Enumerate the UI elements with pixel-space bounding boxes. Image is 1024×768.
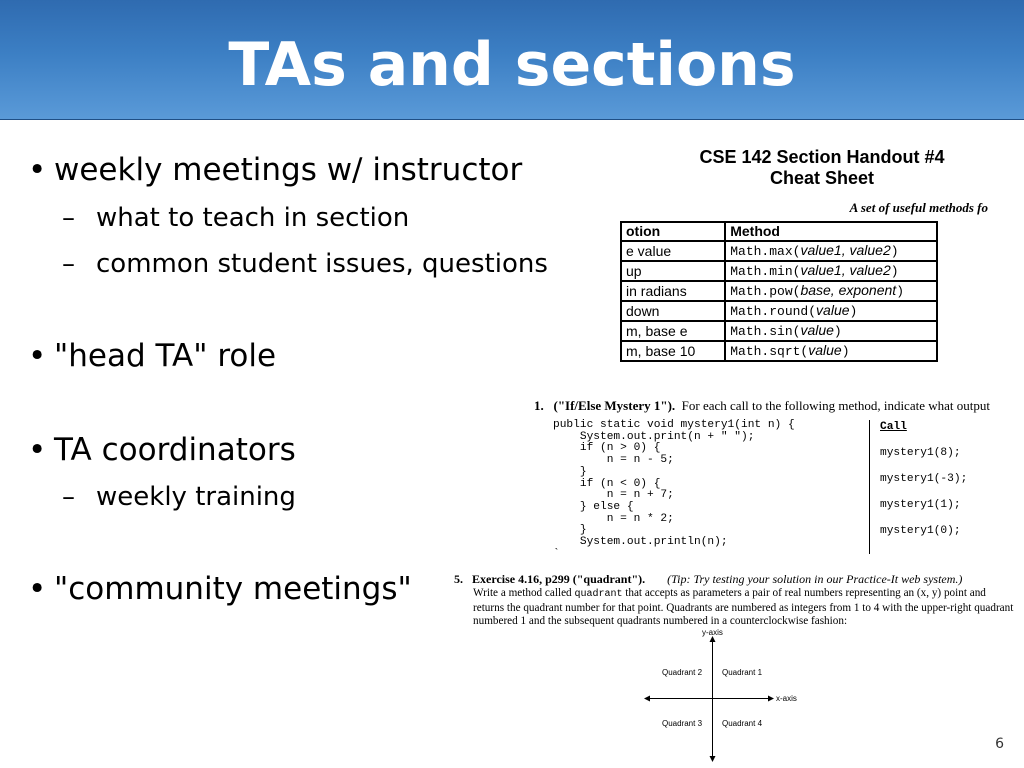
row-description: m, base 10 bbox=[621, 341, 725, 361]
exercise-title: Exercise 4.16, p299 ("quadrant"). bbox=[472, 572, 646, 586]
quadrant-2-label: Quadrant 2 bbox=[662, 668, 703, 677]
bullet-community-meetings bbox=[28, 569, 412, 609]
bullet-text: "head TA" role bbox=[54, 338, 277, 374]
method-args: value1, value2 bbox=[800, 262, 891, 278]
table-row bbox=[621, 301, 937, 321]
table-row bbox=[621, 281, 937, 301]
bullet-text: TA coordinators bbox=[54, 432, 296, 468]
bullet-icon: • bbox=[28, 338, 47, 374]
table-row bbox=[621, 321, 937, 341]
table-row bbox=[621, 241, 937, 261]
method-close: ) bbox=[896, 284, 904, 299]
table-row bbox=[621, 341, 937, 361]
exercise-image bbox=[450, 570, 1024, 768]
question-heading: ("If/Else Mystery 1"). bbox=[553, 398, 676, 413]
sub-bullet-weekly-training bbox=[62, 480, 296, 514]
method-close: ) bbox=[849, 304, 858, 319]
title-bar bbox=[0, 0, 1024, 120]
sub-bullet-student-issues bbox=[62, 247, 548, 281]
method-args: value bbox=[816, 302, 850, 318]
method-close: ) bbox=[890, 244, 899, 259]
method-close: ) bbox=[833, 324, 842, 339]
quadrant-1-label: Quadrant 1 bbox=[722, 668, 763, 677]
bullet-head-ta bbox=[28, 336, 276, 376]
exercise-text-part2: that accepts as parameters a pair of real numbers representing an (x, y) point and returns the quadrant number for that point. Quadrants are numbered as integers from 1 to 4 with the upper-right quadrant numbered 1 and the subsequent quadrants numbered in a counterclockwise fashion: bbox=[473, 587, 1014, 628]
method-name: Math.min( bbox=[730, 264, 801, 279]
bullet-text: weekly meetings w/ instructor bbox=[54, 152, 523, 188]
row-description: down bbox=[621, 301, 725, 321]
method-name: Math.sin( bbox=[730, 324, 801, 339]
x-axis-label: x-axis bbox=[776, 694, 797, 703]
method-name: Math.pow( bbox=[730, 284, 801, 299]
call-item: mystery1(1); bbox=[880, 499, 961, 511]
bullet-ta-coordinators bbox=[28, 430, 296, 470]
sub-bullet-text: what to teach in section bbox=[96, 203, 410, 233]
table-header-row bbox=[621, 222, 937, 241]
sub-bullet-what-to-teach bbox=[62, 201, 409, 235]
axis-arrows bbox=[644, 632, 774, 762]
mystery-code: public static void mystery1(int n) { System.out.print(n + " "); if (n > 0) { n = n - 5; } if (n < 0) { n = n + 7; } else { n = n * 2; } System.out.println(n); ` bbox=[553, 419, 795, 560]
column-header-method: Method bbox=[725, 222, 937, 241]
divider bbox=[869, 420, 870, 554]
handout-title bbox=[664, 147, 980, 189]
method-name: Math.round( bbox=[730, 304, 817, 319]
question-number: 1. bbox=[534, 398, 544, 413]
row-description: m, base e bbox=[621, 321, 725, 341]
method-args: base, exponent bbox=[800, 282, 897, 298]
mystery-question bbox=[534, 398, 990, 414]
bullet-icon: • bbox=[28, 432, 47, 468]
dash-icon: – bbox=[62, 203, 75, 233]
mystery-problem-image bbox=[528, 396, 1024, 558]
sub-bullet-text: weekly training bbox=[96, 482, 296, 512]
row-method bbox=[725, 241, 937, 261]
y-axis-label: y-axis bbox=[702, 628, 723, 637]
row-description: in radians bbox=[621, 281, 725, 301]
bullet-weekly-meetings bbox=[28, 150, 522, 190]
bullet-text: "community meetings" bbox=[54, 571, 412, 607]
slide-title: TAs and sections bbox=[228, 30, 796, 100]
dash-icon: – bbox=[62, 482, 75, 512]
quadrant-4-label: Quadrant 4 bbox=[722, 719, 763, 728]
arrow-left-icon bbox=[644, 696, 650, 702]
row-method bbox=[725, 341, 937, 361]
sub-bullet-text: common student issues, questions bbox=[96, 249, 548, 279]
row-method bbox=[725, 301, 937, 321]
row-method bbox=[725, 281, 937, 301]
call-item: mystery1(8); bbox=[880, 447, 961, 459]
bullet-icon: • bbox=[28, 152, 47, 188]
handout-subtitle: A set of useful methods fo bbox=[849, 200, 988, 215]
page-number: 6 bbox=[995, 736, 1004, 752]
exercise-number: 5. bbox=[454, 572, 463, 586]
method-close: ) bbox=[841, 344, 850, 359]
method-args: value bbox=[808, 342, 842, 358]
dash-icon: – bbox=[62, 249, 75, 279]
question-instruction: For each call to the following method, indicate what output bbox=[681, 398, 990, 413]
row-method bbox=[725, 321, 937, 341]
exercise-heading bbox=[454, 572, 962, 587]
table-row bbox=[621, 261, 937, 281]
exercise-body bbox=[473, 587, 1018, 629]
exercise-text-part1: Write a method called bbox=[473, 587, 572, 599]
handout-title-line2: Cheat Sheet bbox=[769, 168, 875, 188]
exercise-tip: (Tip: Try testing your solution in our Practice-It web system.) bbox=[667, 572, 963, 586]
method-name: Math.sqrt( bbox=[730, 344, 809, 359]
row-description: up bbox=[621, 261, 725, 281]
arrow-down-icon bbox=[710, 756, 716, 762]
handout-title-line1: CSE 142 Section Handout #4 bbox=[699, 147, 945, 167]
quadrant-3-label: Quadrant 3 bbox=[662, 719, 703, 728]
call-item: mystery1(-3); bbox=[880, 473, 968, 485]
method-name: Math.max( bbox=[730, 244, 801, 259]
method-close: ) bbox=[890, 264, 899, 279]
method-args: value1, value2 bbox=[800, 242, 891, 258]
call-header: Call bbox=[880, 421, 907, 433]
row-method bbox=[725, 261, 937, 281]
method-args: value bbox=[800, 322, 834, 338]
methods-table bbox=[620, 221, 938, 362]
bullet-icon: • bbox=[28, 571, 47, 607]
handout-image bbox=[626, 145, 988, 375]
call-item: mystery1(0); bbox=[880, 525, 961, 537]
column-header-description: otion bbox=[621, 222, 725, 241]
exercise-method-name: quadrant bbox=[574, 589, 623, 600]
quadrant-diagram bbox=[644, 628, 797, 762]
arrow-right-icon bbox=[768, 696, 774, 702]
row-description: e value bbox=[621, 241, 725, 261]
